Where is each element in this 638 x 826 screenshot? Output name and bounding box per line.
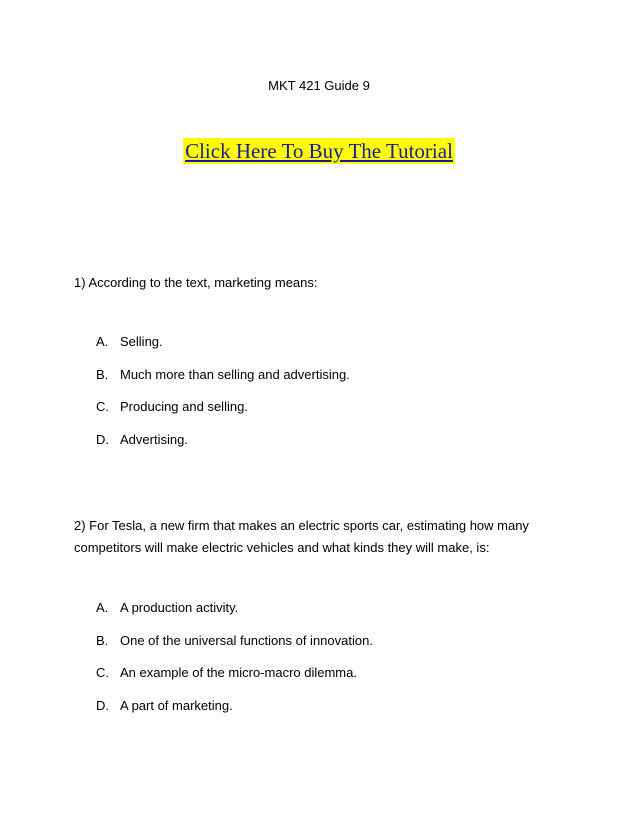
option-text: Advertising. [120, 431, 188, 447]
buy-tutorial-link[interactable]: Click Here To Buy The Tutorial [185, 139, 453, 163]
option-text: Much more than selling and advertising. [120, 366, 350, 382]
option-letter: A. [96, 600, 109, 615]
option-letter: A. [96, 334, 109, 349]
question-1-options [96, 334, 566, 464]
option-letter: C. [96, 399, 109, 414]
option-item [96, 367, 566, 400]
option-text: Producing and selling. [120, 399, 248, 414]
question-2-text: 2) For Tesla, a new firm that makes an electric sports car, estimating how many competitors will make electric vehicles and what kinds they will make, is: [74, 518, 529, 555]
option-letter: C. [96, 665, 109, 680]
option-text: Selling. [120, 334, 163, 349]
option-letter: B. [96, 366, 109, 382]
question-1-text: 1) According to the text, marketing means: [74, 275, 318, 290]
option-text: A production activity. [120, 600, 239, 615]
question-2-options [96, 600, 566, 730]
option-item [96, 334, 566, 367]
option-letter: B. [96, 632, 109, 648]
option-text: A part of marketing. [120, 697, 233, 713]
option-item [96, 665, 566, 698]
option-text: An example of the micro-macro dilemma. [120, 665, 357, 680]
option-item [96, 633, 566, 666]
buy-link-container [0, 138, 638, 164]
option-item [96, 698, 566, 731]
document-title: MKT 421 Guide 9 [268, 78, 370, 93]
option-letter: D. [96, 697, 109, 713]
option-item [96, 600, 566, 633]
option-item [96, 399, 566, 432]
option-letter: D. [96, 431, 109, 447]
option-item [96, 432, 566, 465]
option-text: One of the universal functions of innovation. [120, 632, 373, 648]
